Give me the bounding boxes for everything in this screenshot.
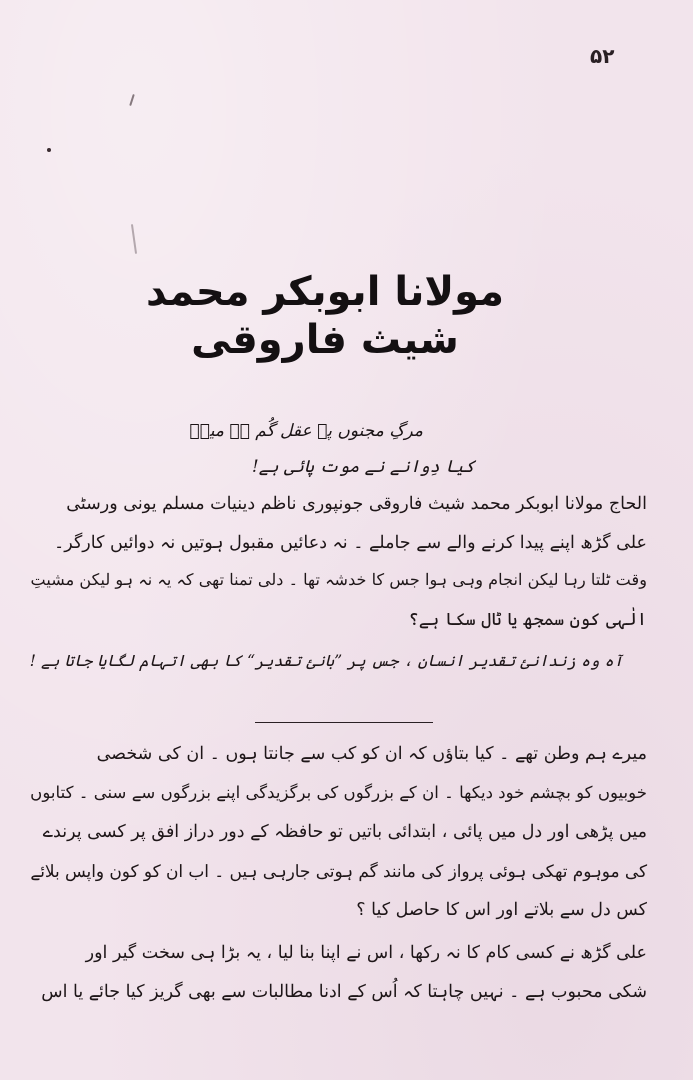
verse-line-2: کیا دِوانے نے موت پائی ہے! xyxy=(251,457,475,477)
page-number: ۵۲ xyxy=(590,44,615,68)
intro-line: الحاج مولانا ابوبکر محمد شیث فاروقی جونپوری ناظم دینیات مسلم یونی ورسٹی xyxy=(66,494,647,514)
body-line: میرے ہم وطن تھے ۔ کیا بتاؤں کہ ان کو کب سے جانتا ہوں ۔ ان کی شخصی xyxy=(96,744,647,764)
page-title: مولانا ابوبکر محمد شیث فاروقی xyxy=(145,269,504,363)
ink-speck xyxy=(47,148,51,152)
body-line: کس دل سے بلاتے اور اس کا حاصل کیا ؟ xyxy=(356,900,647,920)
body-line: شکی محبوب ہے ۔ نہیں چاہتا کہ اُس کے ادنا مطالبات سے بھی گریز کیا جائے یا اس xyxy=(41,982,647,1002)
intro-line: وقت ٹلتا رہا لیکن انجام وہی ہوا جس کا خدشہ تھا ۔ دلی تمنا تھی کہ یہ نہ ہو لیکن مشیتِ xyxy=(30,570,647,589)
intro-line: علی گڑھ اپنے پیدا کرنے والے سے جاملے ۔ نہ دعائیں مقبول ہوتیں نہ دوائیں کارگر۔ xyxy=(54,533,647,553)
verse-line-1: مرگِ مجنوں پہ عقل گُم ہے میرؔ xyxy=(189,421,423,441)
body-line: علی گڑھ نے کسی کام کا نہ رکھا ، اس نے اپنا بنا لیا ، یہ بڑا ہی سخت گیر اور xyxy=(85,943,647,963)
ink-speck xyxy=(129,94,135,106)
body-line: کی موہوم تھکی ہوئی پرواز کی مانند گم ہوتی جارہی ہیں ۔ اب ان کو کون واپس بلائے xyxy=(30,861,647,881)
body-line: خوبیوں کو بچشم خود دیکھا ۔ ان کے بزرگوں کی برگزیدگی اپنے بزرگوں سے سنی ۔ کتابوں xyxy=(30,783,647,802)
section-divider xyxy=(255,722,433,723)
ink-speck xyxy=(131,224,137,254)
intro-line: آہ وہ زندانیٔ تقدیر انسان ، جس پر ”بانیٔ تقدیر“ کا بھی اتہام لگایا جاتا ہے ! xyxy=(29,651,623,670)
body-line: میں پڑھی اور دل میں پائی ، ابتدائی باتیں تو حافظہ کے دور دراز افق پر کسی پرندے xyxy=(42,822,647,842)
intro-line: الٰہی کون سمجھ یا ٹال سکا ہے؟ xyxy=(408,610,647,630)
